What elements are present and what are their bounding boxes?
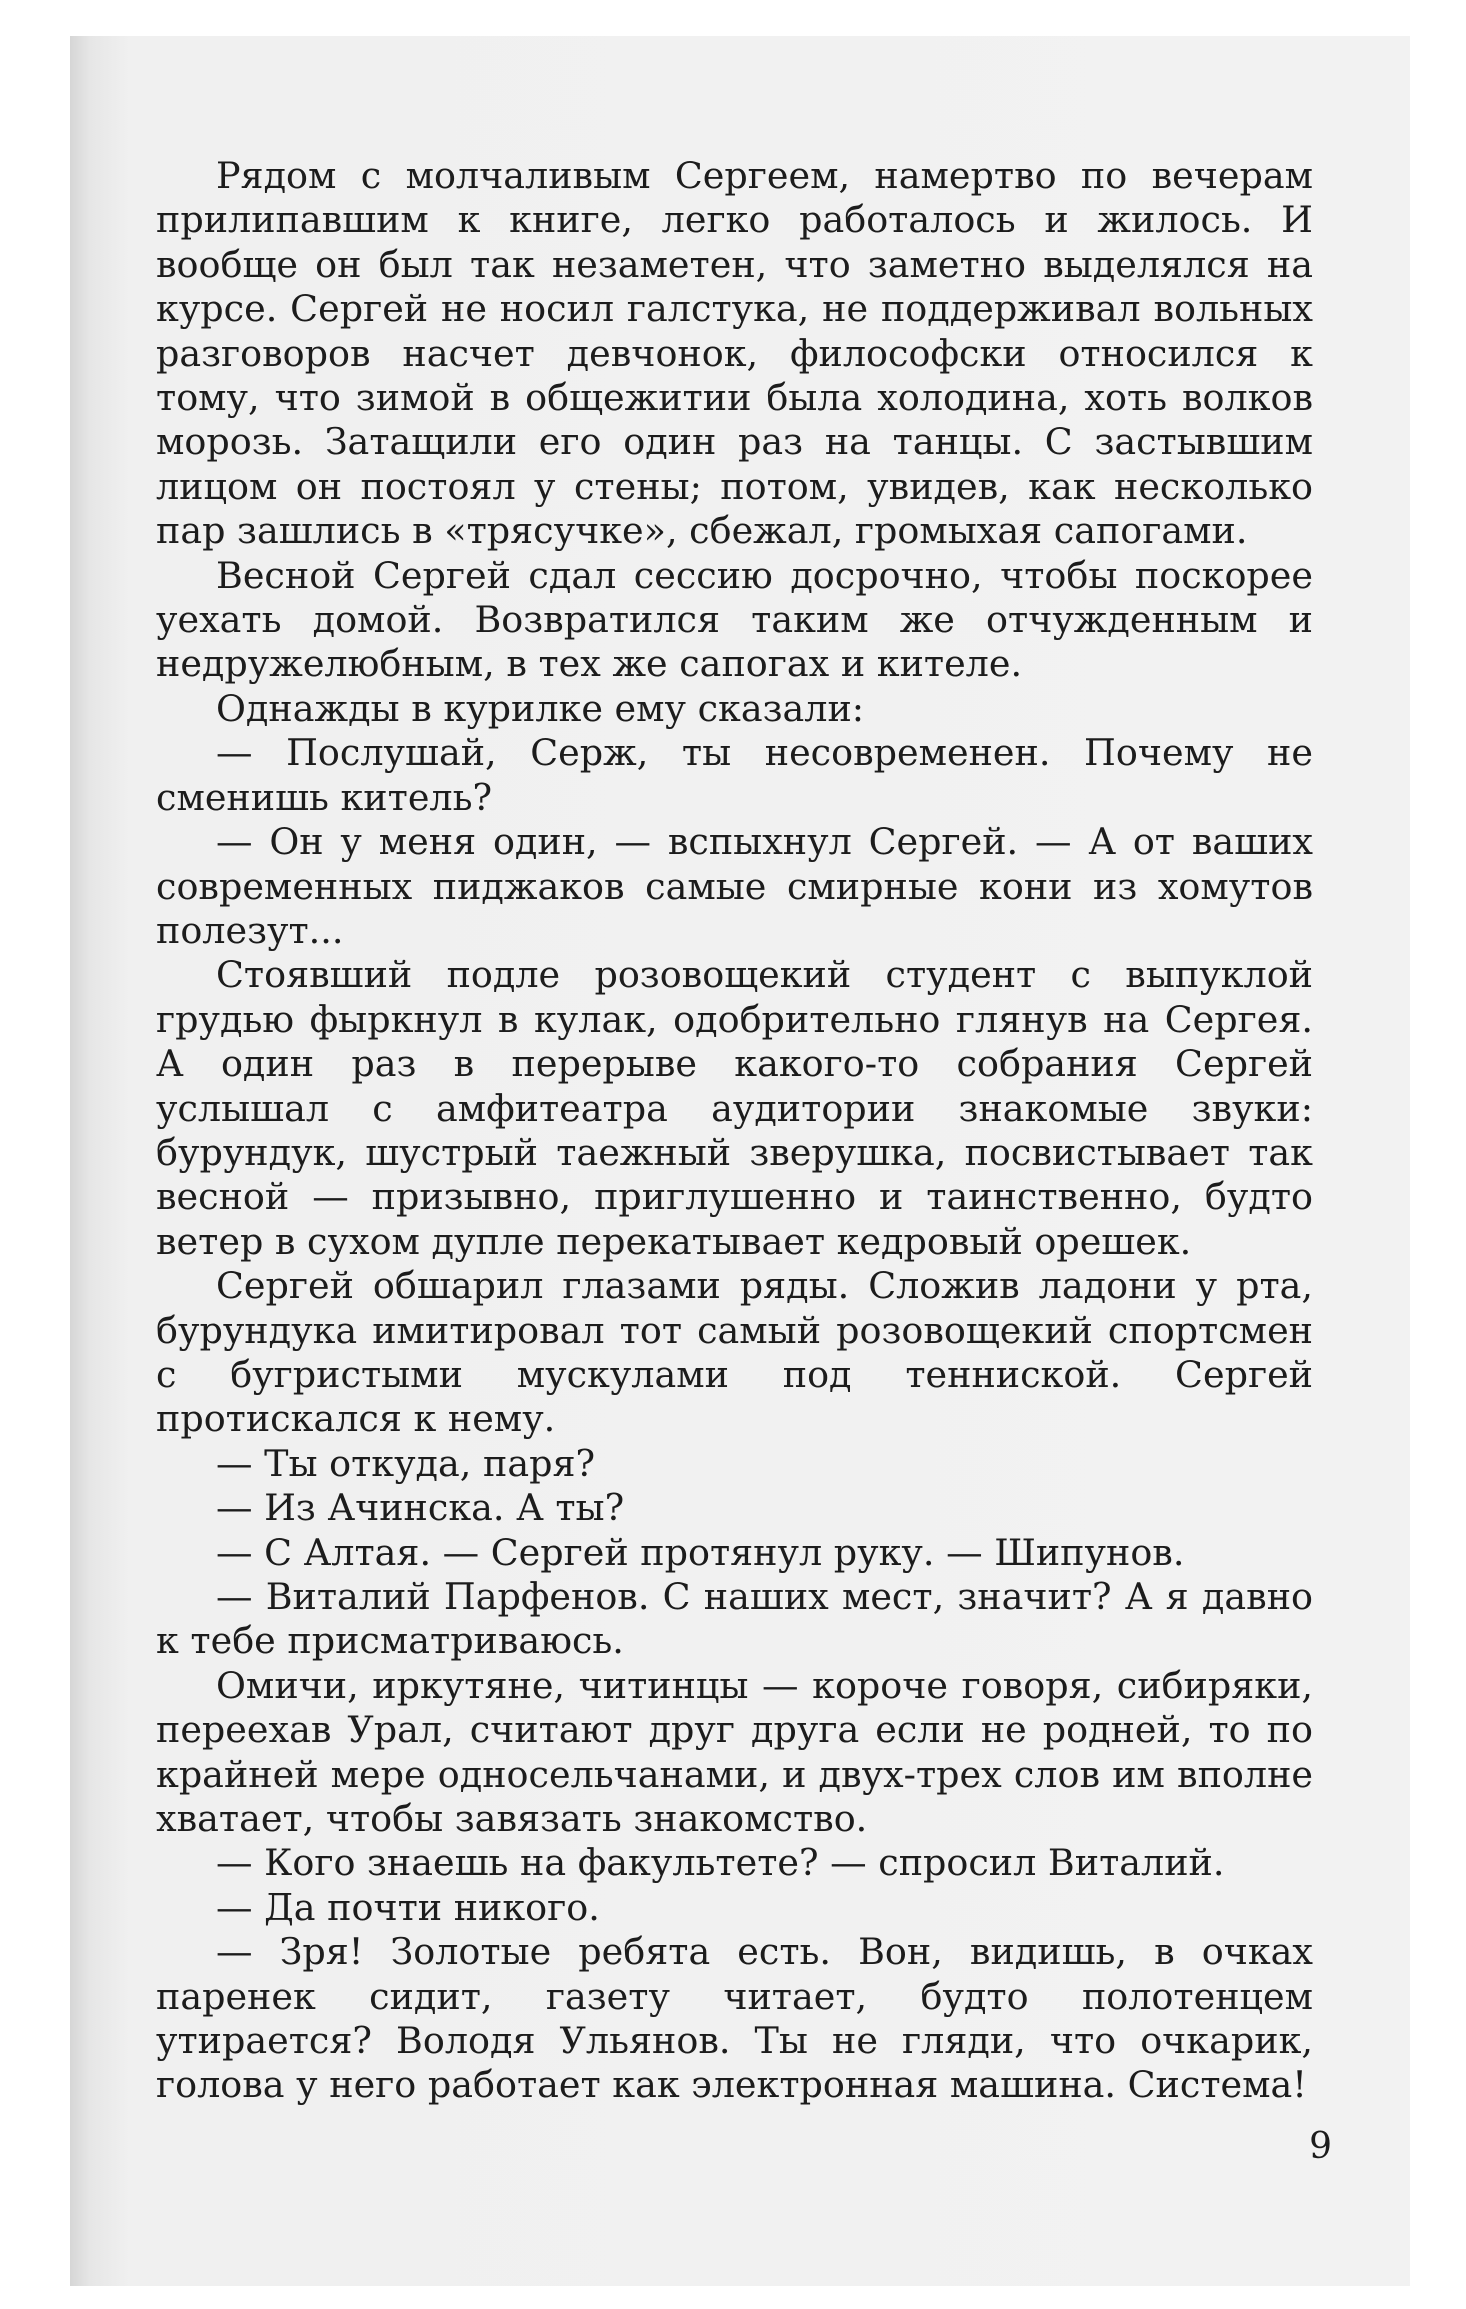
paragraph-4: — Послушай, Серж, ты несовременен. Почему не сменишь китель? [156,731,1313,819]
paragraph-7: Сергей обшарил глазами ряды. Сложив ладони у рта, бурундука имитировал тот самый розовощекий спортсмен с бугристыми мускулами под тенниской. Сергей протискался к нему. [156,1264,1313,1441]
paragraph-9: — Из Ачинска. А ты? [216,1486,625,1530]
paragraph-10: — С Алтая. — Сергей протянул руку. — Шипунов. [216,1530,1185,1574]
page-text [156,154,1313,2108]
paragraph-13: — Кого знаешь на факультете? — спросил Виталий. [216,1841,1225,1885]
page-number: 9 [1309,2126,1332,2167]
paragraph-11: — Виталий Парфенов. С наших мест, значит? А я давно к тебе присматриваюсь. [156,1575,1313,1663]
paragraph-8: — Ты откуда, паря? [216,1441,596,1485]
paragraph-5: — Он у меня один, — вспыхнул Сергей. — А от ваших современных пиджаков самые смирные кони из хомутов полезут... [156,820,1313,952]
paragraph-12: Омичи, иркутяне, читинцы — короче говоря, сибиряки, переехав Урал, считают друг друга если не родней, то по крайней мере односельчанами, и двух-трех слов им вполне хватает, чтобы завязать знакомство. [156,1663,1313,1841]
paragraph-6: Стоявший подле розовощекий студент с выпуклой грудью фыркнул в кулак, одобрительно глянув на Сергея. А один раз в перерыве какого-то собрания Сергей услышал с амфитеатра аудитории знакомые звуки: бурундук, шустрый таежный зверушка, посвистывает так весной — призывно, приглушенно и таинственно, будто ветер в сухом дупле перекатывает кедровый орешек. [156,953,1313,1263]
paragraph-14: — Да почти никого. [216,1885,600,1929]
book-page [70,36,1410,2286]
paragraph-3: Однажды в курилке ему сказали: [216,686,865,730]
paragraph-1: Рядом с молчаливым Сергеем, намертво по вечерам прилипавшим к книге, легко работалось и жилось. И вообще он был так незаметен, что заметно выделялся на курсе. Сергей не носил галстука, не поддерживал вольных разговоров насчет девчонок, философски относился к тому, что зимой в общежитии была холодина, хоть волков морозь. Затащили его один раз на танцы. С застывшим лицом он постоял у стены; потом, увидев, как несколько пар зашлись в «трясучке», сбежал, громыхая сапогами. [156,154,1313,553]
paragraph-15: — Зря! Золотые ребята есть. Вон, видишь, в очках паренек сидит, газету читает, будто полотенцем утирается? Володя Ульянов. Ты не гляди, что очкарик, голова у него работает как электронная машина. Система! [156,1930,1313,2107]
paragraph-2: Весной Сергей сдал сессию досрочно, чтобы поскорее уехать домой. Возвратился таким же отчужденным и недружелюбным, в тех же сапогах и кителе. [156,553,1313,686]
